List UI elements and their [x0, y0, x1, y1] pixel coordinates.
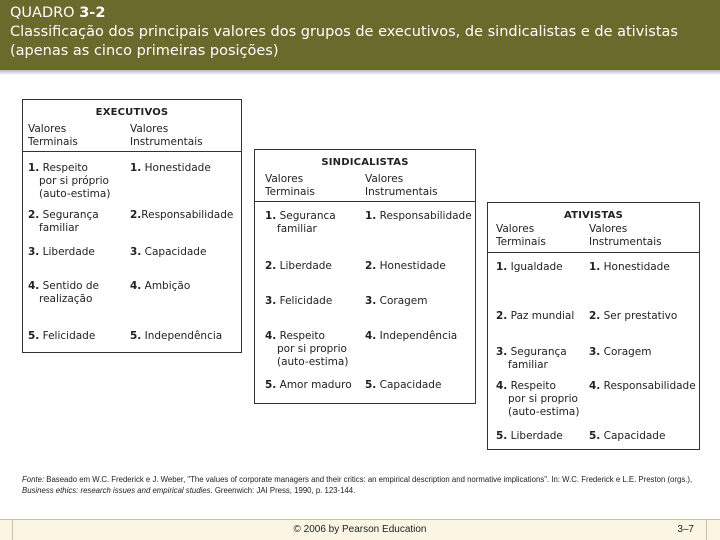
cell-text: Segurança	[39, 209, 99, 221]
title-label: QUADRO	[10, 5, 80, 21]
cell-text: Honestidade	[376, 260, 446, 272]
source-label: Fonte:	[22, 475, 45, 484]
cell-text: Sentido de	[39, 280, 100, 292]
header-rule	[255, 201, 475, 202]
cell-text: Felicidade	[276, 295, 333, 307]
col-header-line: Valores	[365, 173, 404, 185]
rank-number: 4.	[496, 380, 508, 392]
cell-line: (auto-estima)	[277, 356, 349, 368]
terminal-value-5	[28, 330, 95, 343]
header-rule	[23, 151, 241, 152]
cell-line	[265, 330, 348, 343]
rank-number: 5.	[589, 430, 601, 442]
table-title: EXECUTIVOS	[95, 107, 169, 118]
header-rule	[488, 252, 699, 253]
rank-number: 2.	[589, 310, 601, 322]
col-header-line: Valores	[265, 173, 304, 185]
cell-text: Segurança	[507, 346, 567, 358]
cell-line	[496, 261, 563, 274]
rank-number: 3.	[130, 246, 142, 258]
instrumental-value-4	[365, 330, 457, 343]
instrumental-value-2	[365, 260, 446, 273]
cell-text: Liberdade	[276, 260, 332, 272]
rank-number: 4.	[265, 330, 277, 342]
cell-text: Igualdade	[507, 261, 563, 273]
source-text-a: Baseado em W.C. Frederick e J. Weber, "The values of corporate managers and their critics: an empirical description and normative implications". In: W.C. Frederick e L.E. Preston (orgs.),	[44, 475, 693, 484]
cell-text: Responsabilidade	[141, 209, 234, 221]
slide-footer	[0, 519, 720, 540]
table-ativistas	[487, 202, 700, 450]
terminal-value-3	[265, 295, 332, 308]
rank-number: 1.	[365, 210, 377, 222]
cell-text: Capacidade	[600, 430, 666, 442]
rank-number: 3.	[265, 295, 277, 307]
terminal-value-4	[28, 280, 99, 306]
cell-text: Honestidade	[141, 162, 211, 174]
terminal-value-2	[28, 209, 99, 235]
cell-line	[496, 430, 563, 443]
slide-title	[10, 4, 710, 23]
cell-line: por si proprio	[508, 393, 578, 405]
cell-line	[28, 162, 110, 175]
cell-text: Respeito	[507, 380, 556, 392]
cell-line	[28, 246, 95, 259]
instrumental-value-3	[130, 246, 206, 259]
source-book-title: Business ethics: research issues and empirical studies	[22, 486, 211, 495]
cell-text: Independência	[376, 330, 458, 342]
terminal-value-1	[265, 210, 336, 236]
cell-text: Felicidade	[39, 330, 96, 342]
terminal-value-2	[496, 310, 574, 323]
rank-number: 3.	[28, 246, 40, 258]
terminal-value-1	[496, 261, 563, 274]
instrumental-value-2	[589, 310, 677, 323]
cell-line: familiar	[39, 222, 79, 234]
terminal-value-2	[265, 260, 332, 273]
col-header-instrumental	[130, 123, 203, 149]
table-title: ATIVISTAS	[564, 210, 623, 221]
terminal-value-3	[28, 246, 95, 259]
instrumental-value-1	[365, 210, 472, 223]
slide-header	[0, 0, 720, 70]
col-header-line: Terminais	[496, 236, 546, 248]
instrumental-value-2	[130, 209, 233, 222]
rank-number: 1.	[496, 261, 508, 273]
rank-number: 1.	[589, 261, 601, 273]
col-header-line: Valores	[28, 123, 67, 135]
cell-line	[496, 380, 579, 393]
col-header-instrumental	[365, 173, 438, 199]
cell-line: por si proprio	[277, 343, 347, 355]
cell-line	[265, 260, 332, 273]
cell-text: Respeito	[276, 330, 325, 342]
cell-text: Amor maduro	[276, 379, 352, 391]
rank-number: 2.	[130, 209, 142, 221]
cell-text: Liberdade	[39, 246, 95, 258]
cell-text: Capacidade	[141, 246, 207, 258]
rank-number: 5.	[28, 330, 40, 342]
source-note	[22, 474, 702, 496]
cell-line	[496, 346, 567, 359]
cell-line: (auto-estima)	[39, 188, 111, 200]
rank-number: 3.	[365, 295, 377, 307]
rank-number: 3.	[589, 346, 601, 358]
col-header-line: Valores	[496, 223, 535, 235]
rank-number: 4.	[365, 330, 377, 342]
rank-number: 3.	[496, 346, 508, 358]
cell-text: Respeito	[39, 162, 88, 174]
cell-line: (auto-estima)	[508, 406, 580, 418]
col-header-line: Terminais	[28, 136, 78, 148]
cell-line: por si próprio	[39, 175, 109, 187]
cell-text: Responsabilidade	[376, 210, 472, 222]
cell-line	[265, 379, 352, 392]
rank-number: 2.	[496, 310, 508, 322]
rank-number: 4.	[28, 280, 40, 292]
cell-text: Responsabilidade	[600, 380, 696, 392]
table-sindicalistas	[254, 149, 476, 404]
terminal-value-5	[496, 430, 563, 443]
terminal-value-5	[265, 379, 352, 392]
rank-number: 4.	[130, 280, 142, 292]
col-header-line: Instrumentais	[589, 236, 662, 248]
copyright-text: © 2006 by Pearson Education	[293, 524, 427, 535]
cell-text: Independência	[141, 330, 223, 342]
rank-number: 5.	[365, 379, 377, 391]
cell-line	[28, 330, 95, 343]
rank-number: 2.	[265, 260, 277, 272]
title-number: 3-2	[79, 5, 106, 21]
cell-text: Capacidade	[376, 379, 442, 391]
instrumental-value-1	[589, 261, 670, 274]
col-header-terminal	[265, 173, 315, 199]
cell-line	[28, 280, 99, 293]
cell-line: familiar	[277, 223, 317, 235]
instrumental-value-5	[589, 430, 665, 443]
rank-number: 2.	[365, 260, 377, 272]
terminal-value-4	[496, 380, 579, 419]
rank-number: 5.	[496, 430, 508, 442]
header-shadow	[0, 70, 720, 75]
col-header-line: Terminais	[265, 186, 315, 198]
instrumental-value-4	[589, 380, 696, 393]
page-number: 3–7	[677, 524, 694, 535]
col-header-terminal	[496, 223, 546, 249]
rank-number: 5.	[265, 379, 277, 391]
cell-line	[28, 209, 99, 222]
rank-number: 1.	[28, 162, 40, 174]
cell-text: Liberdade	[507, 430, 563, 442]
cell-line: realização	[39, 293, 93, 305]
col-header-instrumental	[589, 223, 662, 249]
instrumental-value-1	[130, 162, 211, 175]
cell-text: Seguranca	[276, 210, 336, 222]
instrumental-value-5	[130, 330, 222, 343]
col-header-line: Instrumentais	[130, 136, 203, 148]
instrumental-value-3	[589, 346, 652, 359]
cell-text: Honestidade	[600, 261, 670, 273]
rank-number: 5.	[130, 330, 142, 342]
cell-line	[496, 310, 574, 323]
rank-number: 1.	[265, 210, 277, 222]
cell-line	[265, 210, 336, 223]
instrumental-value-4	[130, 280, 190, 293]
table-title: SINDICALISTAS	[321, 157, 409, 168]
table-executivos	[22, 99, 242, 353]
col-header-terminal	[28, 123, 78, 149]
slide-subtitle: Classificação dos principais valores dos grupos de executivos, de sindicalistas e de ativistas (apenas as cinco primeiras posições)	[10, 24, 678, 59]
cell-text: Paz mundial	[507, 310, 575, 322]
instrumental-value-3	[365, 295, 428, 308]
cell-line	[265, 295, 332, 308]
terminal-value-3	[496, 346, 567, 372]
instrumental-value-5	[365, 379, 441, 392]
rank-number: 4.	[589, 380, 601, 392]
col-header-line: Valores	[589, 223, 628, 235]
col-header-line: Valores	[130, 123, 169, 135]
cell-text: Ambição	[141, 280, 191, 292]
cell-line: familiar	[508, 359, 548, 371]
rank-number: 1.	[130, 162, 142, 174]
col-header-line: Instrumentais	[365, 186, 438, 198]
cell-text: Coragem	[376, 295, 428, 307]
terminal-value-4	[265, 330, 348, 369]
cell-text: Ser prestativo	[600, 310, 678, 322]
terminal-value-1	[28, 162, 110, 201]
cell-text: Coragem	[600, 346, 652, 358]
rank-number: 2.	[28, 209, 40, 221]
source-text-b: . Greenwich: JAI Press, 1990, p. 123-144.	[210, 486, 356, 495]
